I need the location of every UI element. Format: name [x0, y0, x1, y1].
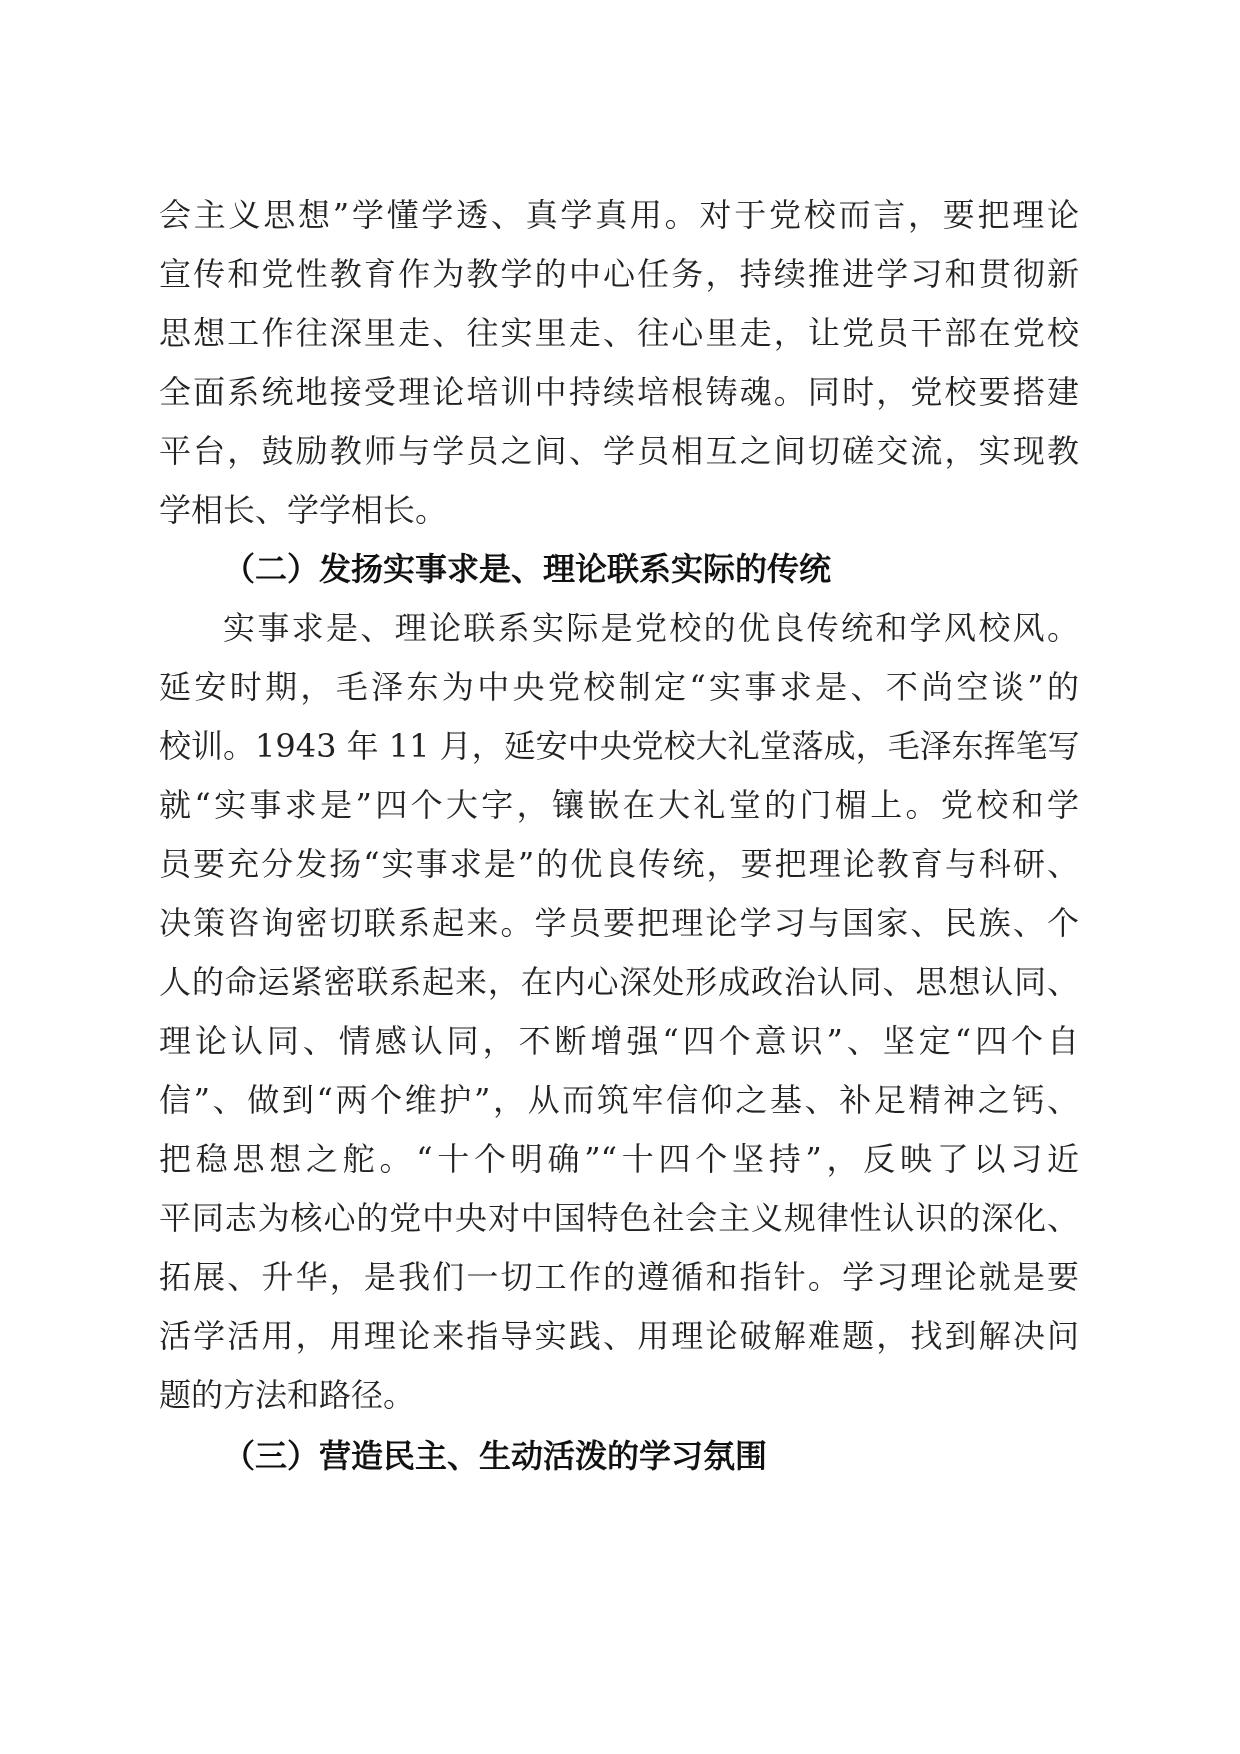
paragraph-line: 思想工作往深里走、往实里走、往心里走，让党员干部在党校	[159, 314, 1079, 352]
section-heading-3: （三）营造民主、生动活泼的学习氛围	[223, 1437, 768, 1475]
paragraph-line: 学相长、学学相长。	[159, 491, 448, 529]
paragraph-line: 拓展、升华，是我们一切工作的遵循和指针。学习理论就是要	[159, 1258, 1079, 1296]
paragraph-line: 员要充分发扬“实事求是”的优良传统，要把理论教育与科研、	[159, 845, 1079, 883]
paragraph-line: 人的命运紧密联系起来，在内心深处形成政治认同、思想认同、	[159, 963, 1079, 1001]
paragraph-line: 信”、做到“两个维护”，从而筑牢信仰之基、补足精神之钙、	[159, 1081, 1079, 1119]
paragraph-line: 平同志为核心的党中央对中国特色社会主义规律性认识的深化、	[159, 1199, 1079, 1237]
paragraph-line: 把稳思想之舵。“十个明确”“十四个坚持”，反映了以习近	[159, 1140, 1079, 1178]
document-body	[159, 186, 1079, 1486]
paragraph-1	[159, 186, 1079, 540]
paragraph-line: 决策咨询密切联系起来。学员要把理论学习与国家、民族、个	[159, 904, 1079, 942]
paragraph-line: 实事求是、理论联系实际是党校的优良传统和学风校风。	[223, 609, 1079, 647]
paragraph-line: 宣传和党性教育作为教学的中心任务，持续推进学习和贯彻新	[159, 255, 1079, 293]
paragraph-line: 就“实事求是”四个大字，镶嵌在大礼堂的门楣上。党校和学	[159, 786, 1079, 824]
paragraph-2	[159, 599, 1079, 1425]
paragraph-line: 平台，鼓励教师与学员之间、学员相互之间切磋交流，实现教	[159, 432, 1079, 470]
section-heading-2: （二）发扬实事求是、理论联系实际的传统	[223, 550, 832, 588]
paragraph-line: 全面系统地接受理论培训中持续培根铸魂。同时，党校要搭建	[159, 373, 1079, 411]
paragraph-line: 会主义思想”学懂学透、真学真用。对于党校而言，要把理论	[159, 196, 1079, 234]
paragraph-line: 校训。1943 年 11 月，延安中央党校大礼堂落成，毛泽东挥笔写	[159, 727, 1080, 765]
paragraph-line: 题的方法和路径。	[159, 1376, 416, 1414]
paragraph-line: 延安时期，毛泽东为中央党校制定“实事求是、不尚空谈”的	[159, 668, 1079, 706]
paragraph-line: 理论认同、情感认同，不断增强“四个意识”、坚定“四个自	[159, 1022, 1079, 1060]
paragraph-line: 活学活用，用理论来指导实践、用理论破解难题，找到解决问	[159, 1317, 1079, 1355]
